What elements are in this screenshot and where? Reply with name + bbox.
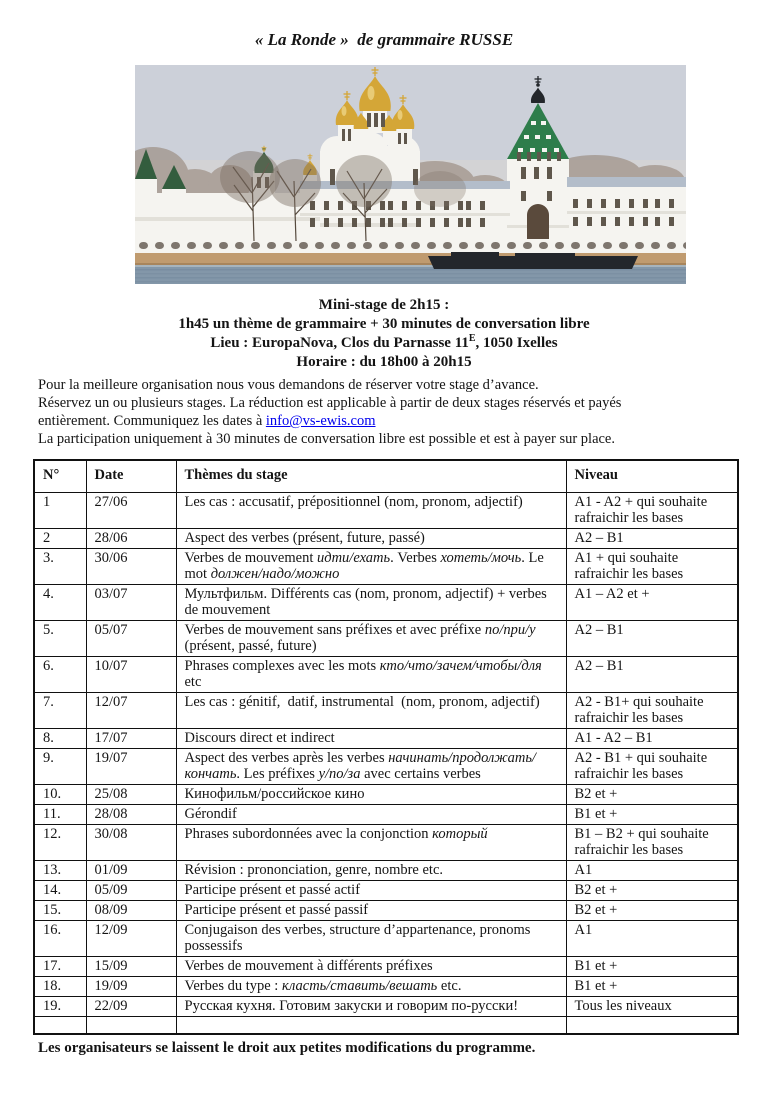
cell-niveau: A2 - B1+ qui souhaite rafraichir les bases <box>566 693 738 729</box>
theme-text: etc. <box>437 978 462 994</box>
theme-text-russian: который <box>432 826 488 842</box>
lieu-text: Lieu : EuropaNova, Clos du Parnasse 11 <box>210 335 469 351</box>
table-row <box>34 621 738 657</box>
cell-theme <box>176 921 566 957</box>
theme-text-russian: кто/что/зачем/чтобы/для <box>379 658 542 674</box>
booking-line-3-text: entièrement. Communiquez les dates à <box>38 413 266 429</box>
intro-line-theme: 1h45 un thème de grammaire + 30 minutes de conversation libre <box>178 316 590 332</box>
cell-num: 9. <box>34 749 86 785</box>
cell-num: 12. <box>34 825 86 861</box>
cell-niveau: A1 - A2 – B1 <box>566 729 738 749</box>
lieu-text-after: , 1050 Ixelles <box>475 335 558 351</box>
cell-theme <box>176 977 566 997</box>
cell-num: 10. <box>34 785 86 805</box>
cell-theme <box>176 693 566 729</box>
col-header-niveau: Niveau <box>566 460 738 493</box>
cell-date: 27/06 <box>86 493 176 529</box>
cell-theme <box>176 901 566 921</box>
cell-theme <box>176 621 566 657</box>
booking-line-1: Pour la meilleure organisation nous vous demandons de réserver votre stage d’avance. <box>38 377 539 393</box>
table-row <box>34 729 738 749</box>
cell-num: 19. <box>34 997 86 1017</box>
intro-line-horaire: Horaire : du 18h00 à 20h15 <box>296 354 472 370</box>
theme-text: . Le mot <box>184 550 548 582</box>
theme-text: avec certains verbes <box>360 766 481 782</box>
cell-date: 28/08 <box>86 805 176 825</box>
cell-num: 2 <box>34 529 86 549</box>
table-row <box>34 529 738 549</box>
cell-date: 12/07 <box>86 693 176 729</box>
intro-block <box>0 296 768 372</box>
theme-text: . Verbes <box>390 550 441 566</box>
booking-line-2: Réservez un ou plusieurs stages. La réduction est applicable à partir de deux stages réservés et payés <box>38 395 622 411</box>
theme-text-russian: хотеть/мочь <box>440 550 522 566</box>
table-row <box>34 657 738 693</box>
theme-text-russian: идти/ехать <box>316 550 391 566</box>
cell-num: 6. <box>34 657 86 693</box>
cell-niveau: B1 et + <box>566 957 738 977</box>
cell-niveau: B2 et + <box>566 901 738 921</box>
table-row <box>34 549 738 585</box>
cell-theme <box>176 881 566 901</box>
cell-theme <box>176 749 566 785</box>
cell-theme <box>176 549 566 585</box>
theme-text: Gérondif <box>184 806 237 822</box>
theme-text: Les cas : génitif, datif, instrumental (nom, pronom, adjectif) <box>184 694 540 710</box>
cell-niveau: B1 – B2 + qui souhaite rafraichir les bases <box>566 825 738 861</box>
cell-num: 15. <box>34 901 86 921</box>
cell-theme <box>176 785 566 805</box>
cell-num: 7. <box>34 693 86 729</box>
cell-theme <box>176 529 566 549</box>
table-row <box>34 693 738 729</box>
table-row <box>34 997 738 1017</box>
theme-text: Les cas : accusatif, prépositionnel (nom, pronom, adjectif) <box>184 494 523 510</box>
theme-text: Verbes du type : <box>184 978 282 994</box>
table-row <box>34 881 738 901</box>
cell-date: 28/06 <box>86 529 176 549</box>
cell-date: 05/07 <box>86 621 176 657</box>
cell-num: 11. <box>34 805 86 825</box>
table-row <box>34 805 738 825</box>
theme-text: Aspect des verbes après les verbes <box>184 750 389 766</box>
cell-num: 4. <box>34 585 86 621</box>
theme-text: . Les préfixes <box>236 766 319 782</box>
cell-niveau <box>566 1017 738 1035</box>
table-row <box>34 977 738 997</box>
table-header-row <box>34 460 738 493</box>
theme-text-russian: по/при/у <box>484 622 536 638</box>
cell-niveau: A2 – B1 <box>566 621 738 657</box>
monastery-photo-svg <box>135 65 686 284</box>
theme-text-russian: должен/надо/можно <box>210 566 340 582</box>
theme-text: (présent, passé, future) <box>184 622 540 654</box>
theme-text: Мультфильм. Différents cas (nom, pronom, adjectif) + verbes de mouvement <box>184 586 551 618</box>
table-row <box>34 493 738 529</box>
theme-text: Verbes de mouvement <box>184 550 317 566</box>
cell-niveau: A1 + qui souhaite rafraichir les bases <box>566 549 738 585</box>
cell-date: 08/09 <box>86 901 176 921</box>
table-row <box>34 825 738 861</box>
booking-info <box>38 376 742 448</box>
cell-niveau: A2 – B1 <box>566 529 738 549</box>
cell-niveau: A1 - A2 + qui souhaite rafraichir les bases <box>566 493 738 529</box>
cell-niveau: A1 – A2 et + <box>566 585 738 621</box>
cell-theme <box>176 997 566 1017</box>
theme-text-russian: класть/ставить/вешать <box>281 978 438 994</box>
cell-niveau: A2 - B1 + qui souhaite rafraichir les bases <box>566 749 738 785</box>
cell-num: 8. <box>34 729 86 749</box>
table-row <box>34 861 738 881</box>
theme-text: Phrases subordonnées avec la conjonction <box>184 826 433 842</box>
cell-date: 05/09 <box>86 881 176 901</box>
table-row <box>34 901 738 921</box>
theme-text: Discours direct et indirect <box>184 730 335 746</box>
cell-theme <box>176 805 566 825</box>
theme-text: etc <box>184 658 546 690</box>
cell-num: 17. <box>34 957 86 977</box>
document-page <box>0 30 768 1112</box>
cell-date: 30/08 <box>86 825 176 861</box>
table-row <box>34 1017 738 1035</box>
theme-text: Verbes de mouvement à différents préfixes <box>184 958 433 974</box>
theme-text: Русская кухня. Готовим закуски и говорим по-русски! <box>184 998 519 1014</box>
cell-date: 19/07 <box>86 749 176 785</box>
table-row <box>34 921 738 957</box>
cell-niveau: B2 et + <box>566 785 738 805</box>
cell-date: 12/09 <box>86 921 176 957</box>
theme-text: Phrases complexes avec les mots <box>184 658 380 674</box>
theme-text-russian: у/по/за <box>318 766 361 782</box>
theme-text: Participe présent et passé passif <box>184 902 369 918</box>
cell-theme <box>176 657 566 693</box>
table-row <box>34 749 738 785</box>
cell-num: 1 <box>34 493 86 529</box>
table-row <box>34 585 738 621</box>
gate-doorway <box>527 204 549 239</box>
superscript-e: E <box>468 333 476 344</box>
cell-theme <box>176 585 566 621</box>
cell-date: 17/07 <box>86 729 176 749</box>
cell-theme <box>176 861 566 881</box>
theme-text: Verbes de mouvement sans préfixes et avec préfixe <box>184 622 485 638</box>
cell-date: 01/09 <box>86 861 176 881</box>
cell-theme <box>176 957 566 977</box>
theme-text-russian: начинать/продолжать/кончать <box>184 750 536 782</box>
cell-date: 03/07 <box>86 585 176 621</box>
cell-niveau: B1 et + <box>566 805 738 825</box>
stage-table-body <box>34 493 738 1035</box>
cell-date: 10/07 <box>86 657 176 693</box>
cell-date: 30/06 <box>86 549 176 585</box>
cell-date: 15/09 <box>86 957 176 977</box>
cell-date: 22/09 <box>86 997 176 1017</box>
monastery-photo <box>135 65 686 284</box>
footer-note: Les organisateurs se laissent le droit aux petites modifications du programme. <box>38 1040 536 1056</box>
theme-text: Révision : prononciation, genre, nombre etc. <box>184 862 444 878</box>
cell-num: 13. <box>34 861 86 881</box>
email-link[interactable]: info@vs-ewis.com <box>265 413 376 429</box>
table-row <box>34 785 738 805</box>
theme-text: Aspect des verbes (présent, future, passé) <box>184 530 425 546</box>
cell-theme <box>176 493 566 529</box>
cell-niveau: Tous les niveaux <box>566 997 738 1017</box>
table-row <box>34 957 738 977</box>
cell-date: 25/08 <box>86 785 176 805</box>
page-title: « La Ronde » de grammaire RUSSE <box>254 30 514 49</box>
intro-line-lieu <box>0 334 768 353</box>
theme-text: Conjugaison des verbes, structure d’appartenance, pronoms possessifs <box>184 922 535 954</box>
theme-text: Кинофильм/российское кино <box>184 786 365 802</box>
cell-niveau: B1 et + <box>566 977 738 997</box>
cell-num: 18. <box>34 977 86 997</box>
cell-theme <box>176 1017 566 1035</box>
col-header-num: N° <box>34 460 86 493</box>
cell-date: 19/09 <box>86 977 176 997</box>
cell-num: 5. <box>34 621 86 657</box>
cell-date <box>86 1017 176 1035</box>
cell-theme <box>176 825 566 861</box>
cell-niveau: B2 et + <box>566 881 738 901</box>
cell-num: 16. <box>34 921 86 957</box>
cell-niveau: A2 – B1 <box>566 657 738 693</box>
cell-niveau: A1 <box>566 861 738 881</box>
cell-theme <box>176 729 566 749</box>
cell-num <box>34 1017 86 1035</box>
col-header-theme: Thèmes du stage <box>176 460 566 493</box>
cell-niveau: A1 <box>566 921 738 957</box>
cell-num: 3. <box>34 549 86 585</box>
col-header-date: Date <box>86 460 176 493</box>
stage-table <box>33 459 739 1035</box>
booking-line-3 <box>38 412 742 430</box>
theme-text: Participe présent et passé actif <box>184 882 361 898</box>
intro-line-mini-stage: Mini-stage de 2h15 : <box>318 297 450 313</box>
cell-num: 14. <box>34 881 86 901</box>
booking-line-4: La participation uniquement à 30 minutes de conversation libre est possible et est à payer sur place. <box>38 431 615 447</box>
